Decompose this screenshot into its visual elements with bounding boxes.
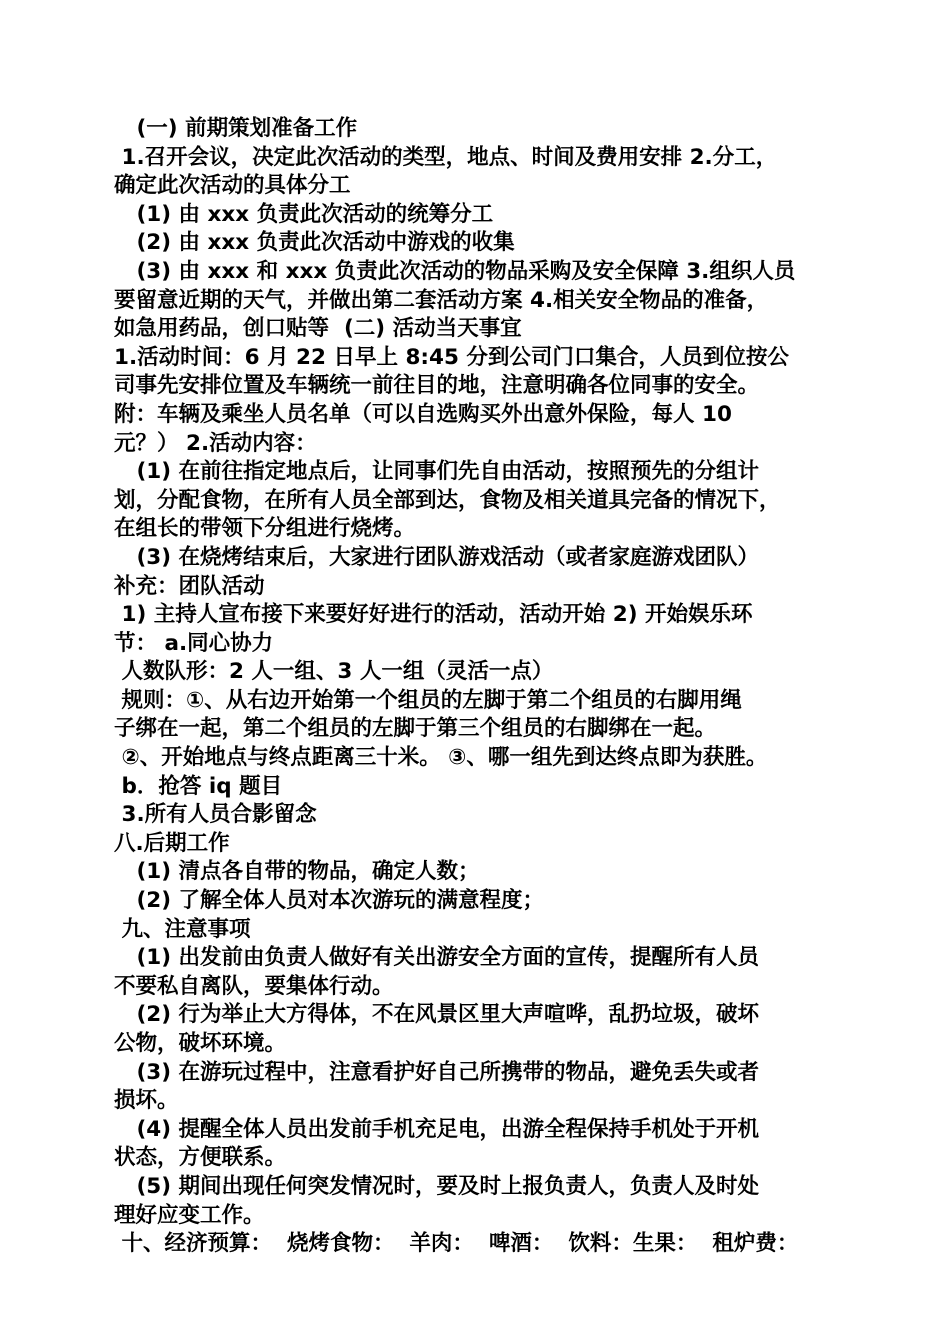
text-line: 在组长的带领下分组进行烧烤。 xyxy=(114,516,416,542)
text-line: ②、开始地点与终点距离三十米。 ③、哪一组先到达终点即为获胜。 xyxy=(114,745,768,771)
text-line: (一) 前期策划准备工作 xyxy=(114,116,358,141)
text-line: 补充：团队活动 xyxy=(114,573,265,599)
text-line: 元？） 2.活动内容： xyxy=(114,430,317,456)
text-line: 1.活动时间：6 月 22 日早上 8:45 分到公司门口集合，人员到位按公 xyxy=(114,344,789,370)
text-line: (2) 了解全体人员对本次游玩的满意程度； xyxy=(114,888,545,914)
text-line: 理好应变工作。 xyxy=(114,1202,265,1228)
text-line: (3) 在烧烤结束后，大家进行团队游戏活动（或者家庭游戏团队） xyxy=(114,544,760,570)
text-line: 不要私自离队，要集体行动。 xyxy=(114,973,394,999)
text-line: 1.召开会议，决定此次活动的类型，地点、时间及费用安排 2.分工， xyxy=(114,144,778,170)
text-line: (4) 提醒全体人员出发前手机充足电，出游全程保持手机处于开机 xyxy=(114,1116,760,1142)
text-line: (3) 由 xxx 和 xxx 负责此次活动的物品采购及安全保障 3.组织人员 xyxy=(114,258,796,284)
text-line: b．抢答 iq 题目 xyxy=(114,773,283,799)
text-line: 1) 主持人宣布接下来要好好进行的活动，活动开始 2) 开始娱乐环 xyxy=(114,602,753,628)
text-line: (1) 出发前由负责人做好有关出游安全方面的宣传，提醒所有人员 xyxy=(114,945,760,971)
text-line: (2) 行为举止大方得体，不在风景区里大声喧哗，乱扔垃圾，破坏 xyxy=(114,1002,760,1028)
text-line: 司事先安排位置及车辆统一前往目的地，注意明确各位同事的安全。 xyxy=(114,373,760,399)
text-line: (5) 期间出现任何突发情况时，要及时上报负责人，负责人及时处 xyxy=(114,1173,760,1199)
text-line: 划，分配食物，在所有人员全部到达，食物及相关道具完备的情况下， xyxy=(114,487,781,513)
text-line: 3.所有人员合影留念 xyxy=(114,802,317,828)
text-line: (1) 在前往指定地点后，让同事们先自由活动，按照预先的分组计 xyxy=(114,459,760,485)
text-line: 附：车辆及乘坐人员名单（可以自选购买外出意外保险，每人 10 xyxy=(114,401,732,427)
text-line: 公物，破坏环境。 xyxy=(114,1031,287,1056)
text-line: (3) 在游玩过程中，注意看护好自己所携带的物品，避免丢失或者 xyxy=(114,1059,760,1085)
text-line: 确定此次活动的具体分工 xyxy=(114,173,351,199)
text-line: (1) 清点各自带的物品，确定人数； xyxy=(114,859,480,885)
text-line: 九、注意事项 xyxy=(114,916,251,942)
text-line: 子绑在一起，第二个组员的左脚于第三个组员的右脚绑在一起。 xyxy=(114,716,717,742)
text-line: 人数队形：2 人一组、3 人一组（灵活一点） xyxy=(114,659,554,685)
text-line: 如急用药品，创口贴等 (二) 活动当天事宜 xyxy=(114,316,522,342)
text-line: 节： a.同心协力 xyxy=(114,630,274,656)
text-line: 规则：①、从右边开始第一个组员的左脚于第二个组员的右脚用绳 xyxy=(114,687,742,713)
text-line: (1) 由 xxx 负责此次活动的统筹分工 xyxy=(114,201,494,227)
document-body xyxy=(114,115,844,1259)
text-line: 状态，方便联系。 xyxy=(114,1145,287,1171)
text-line: 十、经济预算： 烧烤食物： 羊肉： 啤酒： 饮料：生果： 租炉费： xyxy=(114,1231,799,1257)
text-line: (2) 由 xxx 负责此次活动中游戏的收集 xyxy=(114,230,515,256)
text-line: 损坏。 xyxy=(114,1088,179,1114)
text-line: 要留意近期的天气，并做出第二套活动方案 4.相关安全物品的准备， xyxy=(114,287,769,313)
text-line: 八.后期工作 xyxy=(114,830,230,856)
